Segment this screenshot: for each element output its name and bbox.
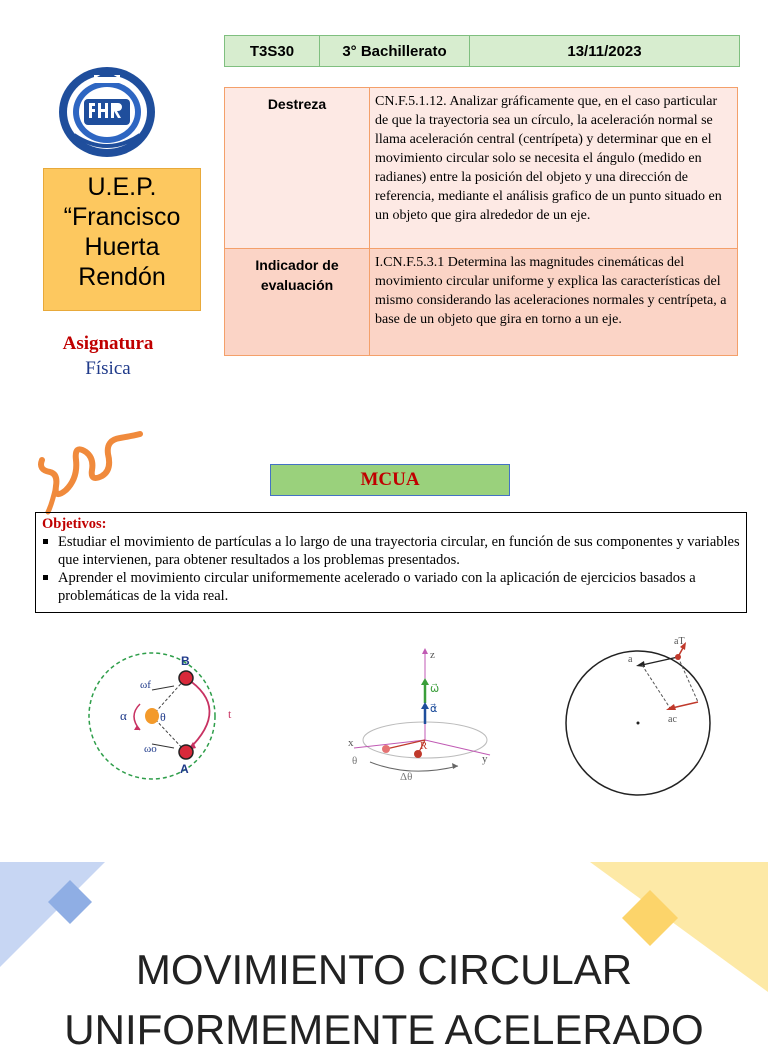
school-logo bbox=[54, 65, 160, 160]
info-row-indicador bbox=[225, 249, 737, 355]
topic-badge: MCUA bbox=[270, 464, 510, 496]
fig1-label-wo: ωo bbox=[144, 743, 157, 755]
info-table bbox=[224, 87, 738, 356]
fig1-label-theta: θ bbox=[160, 710, 166, 724]
fig3-label-a: a bbox=[628, 654, 633, 665]
fig2-label-y: y bbox=[482, 753, 488, 765]
subject-label: Asignatura bbox=[62, 333, 154, 354]
figure-3d-rotation bbox=[340, 640, 510, 785]
header-table bbox=[224, 35, 740, 67]
fig2-label-x: x bbox=[348, 737, 354, 749]
header-date: 13/11/2023 bbox=[567, 42, 642, 60]
fig2-label-omega: ω⃗ bbox=[430, 683, 440, 695]
fig1-label-b: B bbox=[181, 654, 190, 668]
fig3-label-at: aT bbox=[674, 636, 685, 647]
figure-acceleration-components bbox=[560, 630, 720, 810]
fig1-label-a: A bbox=[180, 762, 189, 776]
main-title bbox=[0, 940, 768, 1060]
subject-value: Física bbox=[85, 358, 131, 379]
fig2-label-alpha: α⃗ bbox=[430, 703, 438, 715]
info-label-destreza: Destreza bbox=[225, 88, 370, 248]
objective-item: Estudiar el movimiento de partículas a lo largo de una trayectoria circular, en función de sus componentes y variables que intervienen, para obtener resultados a los problemas presentados. bbox=[42, 533, 740, 569]
objectives-list bbox=[42, 533, 740, 605]
school-name-box bbox=[43, 168, 201, 311]
school-line-1: U.E.P. bbox=[87, 173, 157, 201]
info-text-destreza: CN.F.5.1.12. Analizar gráficamente que, en el caso particular de que la trayectoria sea un círculo, la aceleración normal se llama aceleración central (centrípeta) y determinar que en el movimiento circular solo se necesita el ángulo (medido en radianes) entre la posición del objeto y una dirección de referencia, mediante el análisis grafico de un punto situado en un objeto que gira alrededor de un eje. bbox=[375, 94, 722, 223]
fig1-label-t: t bbox=[228, 707, 232, 721]
fig2-label-dtheta: Δθ bbox=[400, 771, 413, 783]
header-code: T3S30 bbox=[225, 36, 320, 66]
info-text-indicador: I.CN.F.5.3.1 Determina las magnitudes cinemáticas del movimiento circular uniforme y explica las características del mismo considerando las aceleraciones normales y centrípeta, a base de un objeto que gira en torno a un eje. bbox=[375, 255, 727, 327]
fig2-label-z: z bbox=[430, 649, 435, 661]
fig1-label-wf: ωf bbox=[140, 679, 151, 691]
info-row-destreza bbox=[225, 88, 737, 249]
header-grade: 3° Bachillerato bbox=[320, 36, 470, 66]
fig2-label-r: R bbox=[420, 740, 428, 752]
objectives-box bbox=[35, 512, 747, 613]
fig3-label-ac: ac bbox=[668, 714, 677, 725]
school-line-3: Huerta bbox=[84, 233, 160, 261]
fig2-label-theta: θ bbox=[352, 755, 358, 767]
school-line-2: “Francisco bbox=[63, 203, 181, 231]
school-line-4: Rendón bbox=[78, 263, 166, 291]
main-title-line-2: UNIFORMEMENTE ACELERADO bbox=[64, 1006, 704, 1053]
squiggle-decoration bbox=[36, 430, 146, 516]
objective-item: Aprender el movimiento circular uniformemente acelerado o variado con la aplicación de ejercicios basados a problemáticas de la vida real. bbox=[42, 569, 740, 605]
figure-angular-velocity bbox=[82, 648, 242, 788]
fig1-label-alpha: α bbox=[120, 708, 127, 723]
objectives-title: Objetivos: bbox=[42, 516, 107, 532]
main-title-line-1: MOVIMIENTO CIRCULAR bbox=[135, 946, 633, 993]
info-label-indicador: Indicador de evaluación bbox=[225, 249, 370, 355]
